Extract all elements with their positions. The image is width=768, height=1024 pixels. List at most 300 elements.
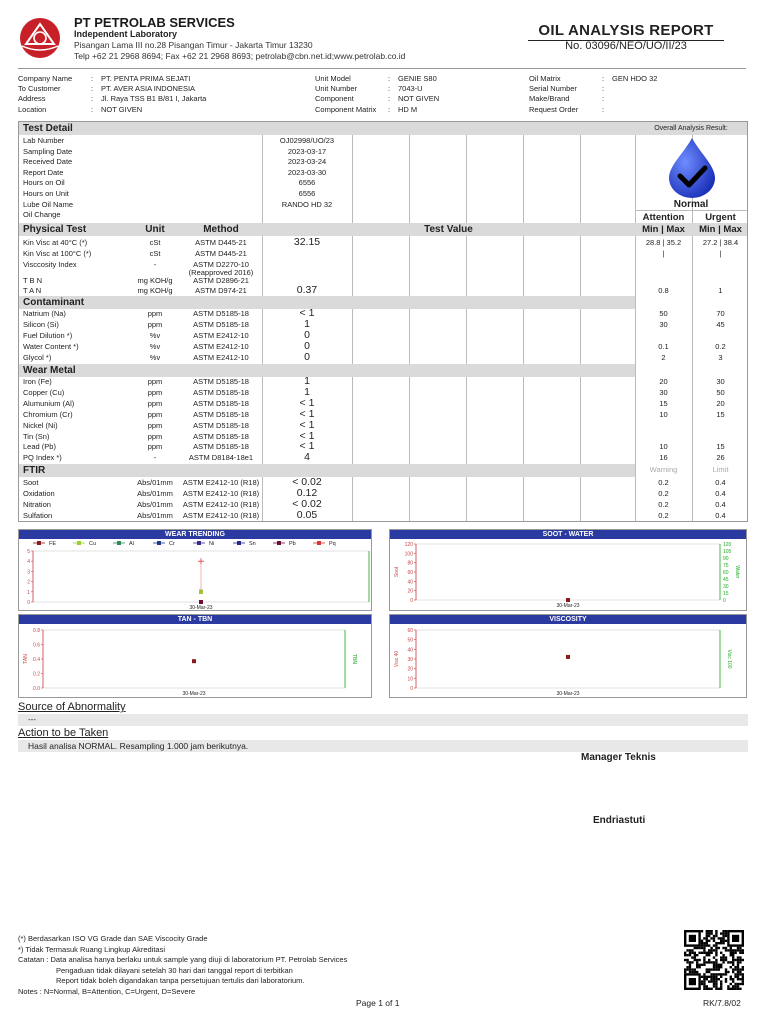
qr-module bbox=[727, 949, 729, 951]
urgent-limit: | bbox=[719, 248, 722, 258]
attention-limit: 20 bbox=[659, 377, 668, 386]
param-unit: Abs/01mm bbox=[137, 488, 173, 498]
qr-module bbox=[739, 983, 741, 985]
qr-module bbox=[730, 988, 732, 990]
qr-module bbox=[734, 959, 736, 961]
info-label: Location bbox=[18, 104, 47, 114]
tan-tbn-plot bbox=[19, 624, 371, 697]
y-tick-label: 5 bbox=[27, 549, 30, 555]
qr-module bbox=[715, 932, 717, 934]
physical-test-header: Physical Test bbox=[23, 224, 87, 235]
qr-module bbox=[722, 947, 724, 949]
qr-module bbox=[722, 937, 724, 939]
qr-module bbox=[739, 971, 741, 973]
y-tick-label: 60 bbox=[407, 628, 413, 634]
y2-tick-label: 90 bbox=[723, 556, 729, 562]
qr-module bbox=[737, 988, 739, 990]
footnotes bbox=[18, 934, 518, 997]
test-detail-label: Lube Oil Name bbox=[23, 199, 74, 209]
qr-module bbox=[737, 968, 739, 970]
qr-module bbox=[689, 961, 691, 963]
urgent-limit: 26 bbox=[716, 453, 725, 463]
address-line: Pisangan Lama III no.28 Pisangan Timur - Jakarta Timur 13230 bbox=[74, 40, 313, 50]
analysis-table bbox=[18, 121, 748, 522]
form-code: RK/7.8/02 bbox=[703, 998, 741, 1008]
qr-module bbox=[708, 959, 710, 961]
qr-module bbox=[725, 978, 727, 980]
qr-module bbox=[737, 947, 739, 949]
qr-module bbox=[701, 983, 703, 985]
y-tick-label: 30 bbox=[407, 657, 413, 663]
urgent-limit: 3 bbox=[718, 352, 723, 362]
qr-module bbox=[737, 971, 739, 973]
qr-module bbox=[698, 959, 700, 961]
qr-module bbox=[734, 985, 736, 987]
legend-label: FE bbox=[49, 541, 57, 547]
param-name: Chromium (Cr) bbox=[23, 409, 73, 419]
qr-module bbox=[701, 947, 703, 949]
info-row: Unit Model : GENIE S80 bbox=[315, 74, 437, 83]
qr-module bbox=[720, 952, 722, 954]
qr-module bbox=[715, 973, 717, 975]
qr-module bbox=[739, 961, 741, 963]
y-tick-label: 0.0 bbox=[33, 686, 40, 692]
urgent-limit: 70 bbox=[716, 309, 725, 318]
qr-module bbox=[689, 966, 691, 968]
qr-module bbox=[694, 968, 696, 970]
qr-module bbox=[715, 944, 717, 946]
param-value: 0.37 bbox=[296, 284, 318, 297]
test-detail-label: Sampling Date bbox=[23, 146, 73, 156]
qr-module bbox=[706, 935, 708, 937]
ftir-warning-label: Warning bbox=[649, 465, 678, 474]
param-value: < 1 bbox=[299, 429, 315, 442]
qr-module bbox=[730, 949, 732, 951]
param-method: ASTM E2412-10 bbox=[193, 330, 249, 340]
info-label: Unit Model bbox=[315, 74, 351, 83]
info-row: Location : NOT GIVEN bbox=[18, 104, 143, 114]
info-row: Component : NOT GIVEN bbox=[315, 94, 440, 104]
qr-module bbox=[720, 980, 722, 982]
qr-module bbox=[737, 961, 739, 963]
info-value: GEN HDO 32 bbox=[612, 74, 658, 83]
attention-limit: 0.2 bbox=[658, 478, 669, 487]
qr-module bbox=[710, 976, 712, 978]
qr-module bbox=[713, 976, 715, 978]
qr-module bbox=[720, 937, 722, 939]
legend-label: Al bbox=[129, 541, 134, 547]
contaminant-title: Contaminant bbox=[19, 296, 635, 309]
qr-module bbox=[737, 949, 739, 951]
y2-axis-label: TBN bbox=[351, 654, 357, 664]
soot-water-plot bbox=[390, 539, 746, 610]
footnote: Pengaduan tidak dilayani setelah 30 hari dari tanggal report di terbitkan bbox=[56, 965, 293, 975]
qr-module bbox=[722, 935, 724, 937]
test-detail-label: Hours on Oil bbox=[23, 178, 65, 188]
col-rule bbox=[409, 122, 410, 521]
qr-module bbox=[722, 954, 724, 956]
qr-module bbox=[698, 952, 700, 954]
param-name: T B N bbox=[23, 275, 43, 285]
qr-module bbox=[691, 968, 693, 970]
y-axis-label: Visc 40 bbox=[394, 650, 400, 668]
info-label: Make/Brand bbox=[529, 94, 570, 104]
qr-module bbox=[694, 947, 696, 949]
y2-tick-label: 75 bbox=[723, 563, 729, 569]
attention-limit: 15 bbox=[659, 398, 668, 408]
qr-module bbox=[739, 952, 741, 954]
qr-module bbox=[730, 978, 732, 980]
qr-module bbox=[698, 947, 700, 949]
urgent-limit: 0.4 bbox=[715, 488, 726, 498]
qr-module bbox=[691, 961, 693, 963]
param-value: 1 bbox=[304, 375, 310, 387]
qr-module bbox=[708, 940, 710, 942]
unit-header: Unit bbox=[145, 224, 165, 235]
qr-module bbox=[703, 959, 705, 961]
data-point bbox=[199, 600, 203, 604]
param-value: < 1 bbox=[299, 418, 315, 431]
qr-module bbox=[706, 985, 708, 987]
info-value: PT. AVER ASIA INDONESIA bbox=[101, 84, 196, 94]
footnote: Report tidak boleh digandakan tanpa persetujuan tertulis dari laboratorium. bbox=[56, 976, 305, 985]
qr-module bbox=[725, 947, 727, 949]
viscosity-plot bbox=[390, 624, 746, 697]
attention-minmax-header: Min | Max bbox=[642, 224, 685, 235]
source-title: Source of Abnormality bbox=[18, 701, 126, 713]
param-method: ASTM D5185-18 bbox=[193, 431, 249, 441]
qr-module bbox=[725, 956, 727, 958]
qr-module bbox=[713, 985, 715, 987]
qr-module bbox=[725, 949, 727, 951]
qr-module bbox=[720, 973, 722, 975]
y-tick-label: 20 bbox=[407, 666, 413, 673]
param-value: 0 bbox=[304, 339, 310, 352]
param-name: Iron (Fe) bbox=[23, 377, 52, 386]
qr-module bbox=[720, 940, 722, 942]
qr-module bbox=[742, 952, 744, 954]
info-label: To Customer bbox=[18, 84, 61, 94]
chart-title: VISCOSITY bbox=[390, 615, 746, 624]
param-value: 1 bbox=[304, 317, 310, 330]
param-name: Oxidation bbox=[23, 488, 55, 498]
legend-marker bbox=[277, 541, 281, 545]
param-unit: mg KOH/g bbox=[137, 275, 173, 285]
qr-module bbox=[737, 983, 739, 985]
info-row: Make/Brand : bbox=[529, 94, 605, 104]
param-method: ASTM E2412-10 (R18) bbox=[182, 488, 260, 498]
normal-drop-icon bbox=[665, 136, 719, 200]
urgent-limit: 27.2 | 38.4 bbox=[702, 238, 739, 247]
qr-module bbox=[732, 968, 734, 970]
qr-module bbox=[715, 964, 717, 966]
qr-module bbox=[722, 956, 724, 958]
test-detail-label: Lab Number bbox=[23, 136, 65, 145]
qr-module bbox=[742, 978, 744, 980]
qr-module bbox=[706, 976, 708, 978]
urgent-limit: 0.2 bbox=[715, 341, 726, 351]
qr-module bbox=[742, 976, 744, 978]
info-value: HD M bbox=[398, 104, 418, 114]
param-name: Tin (Sn) bbox=[23, 431, 50, 441]
footnote: *) Tidak Termasuk Ruang Lingkup Akreditasi bbox=[18, 944, 166, 954]
qr-module bbox=[713, 966, 715, 968]
attention-limit: 0.1 bbox=[658, 341, 669, 351]
source-bar bbox=[18, 714, 748, 726]
qr-module bbox=[739, 978, 741, 980]
qr-module bbox=[703, 988, 705, 990]
param-unit: Abs/01mm bbox=[137, 478, 173, 487]
y-tick-label: 10 bbox=[407, 676, 413, 683]
param-value: 0.05 bbox=[296, 508, 318, 521]
param-method: ASTM D5185-18 bbox=[193, 309, 249, 318]
urgent-limit: 15 bbox=[716, 409, 725, 419]
legend-label: Sn bbox=[249, 541, 256, 547]
qr-module bbox=[725, 980, 727, 982]
qr-module bbox=[727, 985, 729, 987]
param-name: Lead (Pb) bbox=[23, 442, 56, 452]
attention-limit: 0.2 bbox=[658, 488, 669, 498]
test-detail-title: Test Detail bbox=[19, 122, 635, 135]
qr-module bbox=[701, 940, 703, 942]
qr-module bbox=[684, 959, 686, 961]
qr-module bbox=[689, 949, 691, 951]
qr-module bbox=[708, 949, 710, 951]
param-value: < 1 bbox=[299, 307, 315, 319]
attention-limit: 30 bbox=[659, 387, 668, 397]
qr-module bbox=[715, 980, 717, 982]
qr-module bbox=[713, 968, 715, 970]
param-unit: ppm bbox=[147, 409, 163, 419]
info-label: Oil Matrix bbox=[529, 74, 561, 83]
y2-tick-label: 45 bbox=[723, 577, 729, 583]
param-method: ASTM D445-21 bbox=[195, 238, 247, 247]
test-detail-value: RANDO HD 32 bbox=[281, 199, 333, 209]
param-method: ASTM D5185-18 bbox=[193, 442, 249, 452]
qr-module bbox=[713, 956, 715, 958]
qr-module bbox=[701, 976, 703, 978]
attention-limit: 0.2 bbox=[658, 499, 669, 509]
qr-module bbox=[684, 968, 686, 970]
y-axis-label: Soot bbox=[394, 566, 400, 578]
qr-module bbox=[720, 985, 722, 987]
param-method: ASTM D5185-18 bbox=[193, 319, 249, 329]
qr-module bbox=[732, 954, 734, 956]
qr-module bbox=[708, 932, 710, 934]
param-name: Copper (Cu) bbox=[23, 387, 65, 397]
company-subtitle: Independent Laboratory bbox=[74, 29, 178, 39]
qr-module bbox=[706, 968, 708, 970]
param-value: 0 bbox=[304, 350, 310, 363]
qr-module bbox=[684, 971, 686, 973]
param-name: Nitration bbox=[23, 499, 51, 509]
attention-limit: 30 bbox=[659, 319, 668, 329]
y-tick-label: 4 bbox=[27, 559, 30, 566]
qr-module bbox=[727, 961, 729, 963]
qr-module bbox=[730, 976, 732, 978]
qr-module bbox=[725, 935, 727, 937]
test-detail-label: Hours on Unit bbox=[23, 189, 69, 198]
qr-module bbox=[722, 932, 724, 934]
param-method: ASTM D5185-18 bbox=[193, 398, 249, 408]
x-tick-label: 30-Mar-23 bbox=[556, 691, 580, 697]
qr-module bbox=[708, 935, 710, 937]
qr-module bbox=[737, 976, 739, 978]
info-label: Unit Number bbox=[315, 84, 358, 94]
param-unit: ppm bbox=[147, 398, 163, 408]
petrolab-logo bbox=[18, 16, 62, 60]
qr-module bbox=[708, 954, 710, 956]
param-method: ASTM D5185-18 bbox=[193, 387, 249, 397]
param-value: 32.15 bbox=[293, 236, 321, 248]
qr-module bbox=[694, 952, 696, 954]
qr-module bbox=[742, 983, 744, 985]
param-value: < 0.02 bbox=[292, 497, 322, 510]
info-col-2 bbox=[315, 74, 515, 115]
qr-module bbox=[718, 947, 720, 949]
qr-module bbox=[710, 961, 712, 963]
qr-module bbox=[686, 968, 688, 970]
qr-module bbox=[742, 980, 744, 982]
qr-module bbox=[686, 959, 688, 961]
wear-trending-plot bbox=[19, 539, 371, 610]
qr-module bbox=[706, 988, 708, 990]
qr-module bbox=[737, 966, 739, 968]
qr-module bbox=[718, 937, 720, 939]
test-detail-label: Report Date bbox=[23, 167, 64, 177]
qr-module bbox=[703, 983, 705, 985]
urgent-limit: 30 bbox=[716, 377, 725, 386]
qr-module bbox=[720, 956, 722, 958]
qr-module bbox=[725, 932, 727, 934]
qr-module bbox=[703, 956, 705, 958]
qr-module bbox=[737, 956, 739, 958]
qr-module bbox=[703, 973, 705, 975]
y-tick-label: 20 bbox=[407, 588, 413, 595]
info-row: Address : Jl. Raya TSS B1 B/81 I, Jakarta bbox=[18, 94, 207, 104]
qr-finder-core bbox=[689, 978, 696, 985]
param-name: Natrium (Na) bbox=[23, 309, 66, 318]
qr-module bbox=[706, 954, 708, 956]
qr-module bbox=[734, 966, 736, 968]
param-name: Kin Visc at 100°C (*) bbox=[23, 248, 92, 258]
info-row: Oil Matrix : GEN HDO 32 bbox=[529, 74, 658, 83]
qr-module bbox=[713, 978, 715, 980]
qr-module bbox=[715, 968, 717, 970]
qr-module bbox=[718, 966, 720, 968]
signature-name: Endriastuti bbox=[593, 815, 646, 826]
qr-module bbox=[718, 968, 720, 970]
qr-code-icon[interactable] bbox=[680, 930, 748, 990]
qr-module bbox=[708, 930, 710, 932]
qr-module bbox=[708, 968, 710, 970]
qr-module bbox=[689, 968, 691, 970]
qr-module bbox=[722, 940, 724, 942]
qr-module bbox=[708, 952, 710, 954]
test-detail-value: 6556 bbox=[298, 189, 316, 198]
legend-label: Cu bbox=[89, 541, 97, 547]
attention-limit: 10 bbox=[659, 442, 668, 452]
col-rule bbox=[580, 122, 581, 521]
qr-module bbox=[725, 940, 727, 942]
plot-area bbox=[416, 630, 720, 688]
qr-module bbox=[725, 959, 727, 961]
col-rule bbox=[523, 122, 524, 521]
y-tick-label: 0 bbox=[410, 686, 413, 692]
qr-module bbox=[730, 966, 732, 968]
qr-module bbox=[694, 959, 696, 961]
legend-label: Ni bbox=[209, 541, 215, 547]
qr-module bbox=[713, 944, 715, 946]
footnote: Catatan : Data analisa hanya berlaku untuk sample yang diuji di laboratorium PT. Petrolab Services bbox=[18, 955, 348, 964]
legend-label: Pb bbox=[289, 541, 296, 547]
param-value: < 1 bbox=[299, 407, 315, 420]
qr-module bbox=[696, 959, 698, 961]
qr-module bbox=[706, 971, 708, 973]
qr-module bbox=[722, 959, 724, 961]
qr-module bbox=[706, 952, 708, 954]
qr-module bbox=[720, 988, 722, 990]
page-number: Page 1 of 1 bbox=[356, 998, 400, 1008]
qr-module bbox=[734, 952, 736, 954]
info-value: GENIE S80 bbox=[398, 74, 437, 83]
info-row: Company Name : PT. PENTA PRIMA SEJATI bbox=[18, 74, 191, 83]
qr-module bbox=[732, 978, 734, 980]
col-rule bbox=[352, 122, 353, 521]
qr-module bbox=[696, 954, 698, 956]
attention-limit: | bbox=[662, 248, 665, 258]
param-unit: ppm bbox=[147, 319, 163, 329]
param-unit: ppm bbox=[147, 387, 163, 397]
y2-tick-label: 15 bbox=[723, 591, 729, 597]
qr-module bbox=[734, 983, 736, 985]
qr-module bbox=[742, 959, 744, 961]
param-method: ASTM D2270-10 bbox=[193, 259, 249, 269]
qr-module bbox=[694, 971, 696, 973]
param-name: Fuel Dilution *) bbox=[23, 330, 73, 340]
qr-module bbox=[742, 966, 744, 968]
method-header: Method bbox=[203, 224, 239, 235]
legend-marker bbox=[37, 541, 41, 545]
y-axis-label: TAN bbox=[23, 654, 29, 664]
info-value: Jl. Raya TSS B1 B/81 I, Jakarta bbox=[101, 94, 207, 104]
param-unit: - bbox=[153, 259, 157, 269]
qr-module bbox=[742, 949, 744, 951]
qr-module bbox=[725, 971, 727, 973]
urgent-limit: 0.4 bbox=[715, 510, 726, 520]
param-unit: ppm bbox=[147, 431, 163, 441]
qr-module bbox=[686, 961, 688, 963]
qr-module bbox=[715, 954, 717, 956]
qr-module bbox=[708, 988, 710, 990]
qr-module bbox=[710, 988, 712, 990]
qr-module bbox=[689, 952, 691, 954]
qr-module bbox=[715, 961, 717, 963]
param-method: ASTM E2412-10 (R18) bbox=[182, 510, 260, 520]
header-divider bbox=[18, 68, 746, 69]
y2-axis-label: Visc 100 bbox=[726, 649, 732, 669]
ftir-title: FTIR bbox=[19, 464, 635, 477]
qr-module bbox=[708, 971, 710, 973]
qr-module bbox=[718, 978, 720, 980]
plot-area bbox=[416, 544, 720, 600]
col-rule bbox=[466, 122, 467, 521]
attention-limit: 0.2 bbox=[658, 510, 669, 520]
qr-module bbox=[737, 964, 739, 966]
qr-module bbox=[732, 959, 734, 961]
param-name: Glycol *) bbox=[23, 352, 52, 362]
wear-metal-title: Wear Metal bbox=[19, 364, 635, 377]
